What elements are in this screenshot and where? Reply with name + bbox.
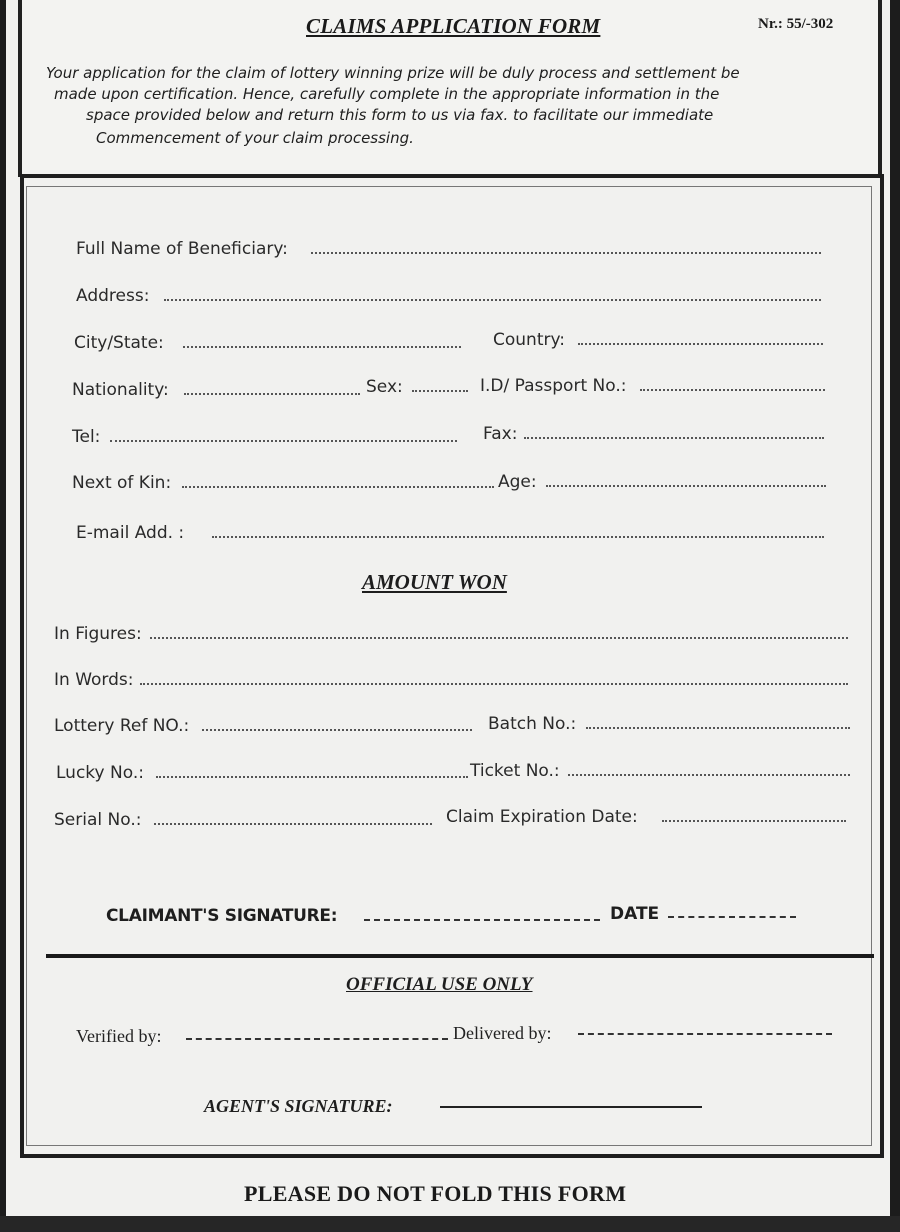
lottery-ref-label: Lottery Ref NO.: [54,716,190,736]
passport-field[interactable] [640,389,825,391]
sex-field[interactable] [412,390,468,392]
passport-label: I.D/ Passport No.: [480,376,627,396]
claim-expiration-label: Claim Expiration Date: [446,807,638,827]
next-of-kin-label: Next of Kin: [72,473,172,493]
country-field[interactable] [578,343,823,345]
city-state-field[interactable] [183,346,461,348]
lucky-no-field[interactable] [156,776,468,778]
serial-no-label: Serial No.: [54,810,142,830]
age-field[interactable] [546,485,826,487]
sex-label: Sex: [366,377,403,397]
lucky-no-label: Lucky No.: [56,763,144,783]
date-label: DATE [610,904,660,924]
agent-signature-label: AGENT'S SIGNATURE: [204,1096,393,1116]
bottom-bar [0,1216,900,1232]
verified-by-label: Verified by: [76,1026,162,1046]
ticket-no-field[interactable] [568,774,850,776]
amount-won-title: AMOUNT WON [362,570,507,594]
claimant-signature-field[interactable] [364,919,600,921]
address-field[interactable] [164,299,821,301]
intro-line-4: Commencement of your claim processing. [96,129,414,147]
in-figures-field[interactable] [150,637,848,639]
tel-label: Tel: [72,427,101,447]
next-of-kin-field[interactable] [182,486,494,488]
email-label: E-mail Add. : [76,523,185,543]
official-use-title: OFFICIAL USE ONLY [346,974,533,995]
fax-label: Fax: [483,424,518,444]
batch-no-field[interactable] [586,727,850,729]
nationality-label: Nationality: [72,380,169,400]
in-words-label: In Words: [54,670,134,690]
claimant-signature-label: CLAIMANT'S SIGNATURE: [106,906,338,926]
age-label: Age: [498,472,537,492]
country-label: Country: [493,330,566,350]
full-name-label: Full Name of Beneficiary: [76,239,288,259]
verified-by-field[interactable] [186,1038,448,1040]
full-name-field[interactable] [311,252,821,254]
intro-line-3: space provided below and return this form to us via fax. to facilitate our immediate [86,106,714,124]
email-field[interactable] [212,536,824,538]
intro-line-2: made upon certification. Hence, carefully complete in the appropriate information in the [54,85,720,103]
delivered-by-field[interactable] [578,1033,832,1035]
city-state-label: City/State: [74,333,164,353]
nationality-field[interactable] [184,393,360,395]
date-field[interactable] [668,916,796,918]
form-number: Nr.: 55/-302 [758,16,834,32]
tel-field[interactable] [110,440,457,442]
in-words-field[interactable] [140,683,848,685]
do-not-fold-notice: PLEASE DO NOT FOLD THIS FORM [244,1181,627,1206]
lottery-ref-field[interactable] [202,729,472,731]
address-label: Address: [76,286,150,306]
form-sheet [6,0,890,1216]
claim-expiration-field[interactable] [662,820,846,822]
serial-no-field[interactable] [154,823,432,825]
fax-field[interactable] [524,437,824,439]
delivered-by-label: Delivered by: [453,1023,552,1043]
intro-line-1: Your application for the claim of lottery winning prize will be duly process and settlement be [46,64,740,82]
in-figures-label: In Figures: [54,624,142,644]
ticket-no-label: Ticket No.: [470,761,560,781]
batch-no-label: Batch No.: [488,714,577,734]
form-title: CLAIMS APPLICATION FORM [306,14,601,38]
inner-form-border [26,186,872,1146]
section-divider [46,954,874,958]
agent-signature-field[interactable] [440,1106,702,1108]
